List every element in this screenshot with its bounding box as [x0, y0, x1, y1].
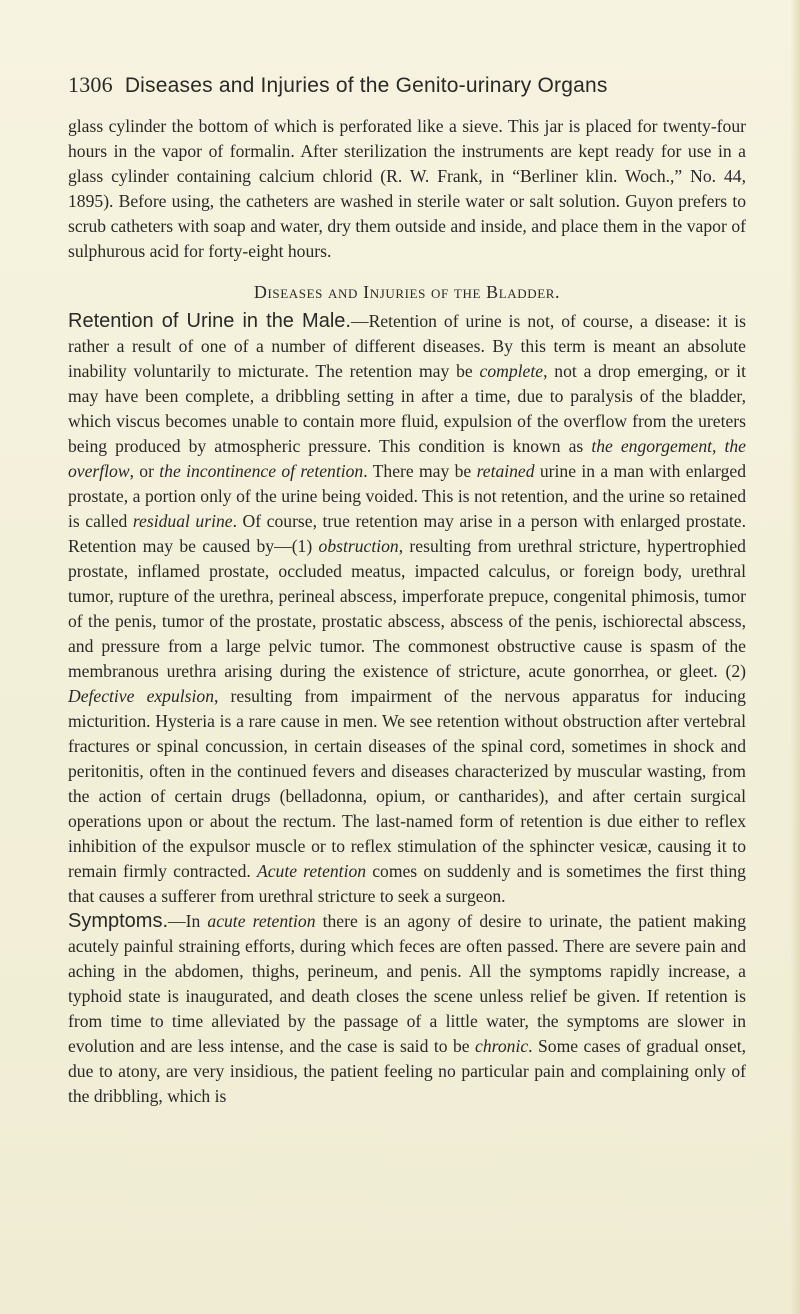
text-run: —Retention of urine is not, of course, a disease: it is rather a result of one of a number of different diseases. By this term is meant an absolute inability voluntarily to micturate. The retention may be: [68, 311, 746, 381]
italic-run: Acute retention: [256, 861, 367, 881]
text-run: , resulting from impairment of the nervous apparatus for inducing micturition. Hysteria is a rare cause in men. We see retention without obstruction after vertebral fractures or spinal concussion, in certain diseases of the spinal cord, sometimes in shock and peritonitis, often in the continued fevers and diseases characterized by muscular wasting, from the action of certain drugs (belladonna, opium, or cantharides), and after certain surgical operations upon or about the rectum. The last-named form of retention is due either to reflex inhibition of the expulsor muscle or to reflex stimulation of the sphincter vesicæ, causing it to remain firmly contracted.: [68, 686, 746, 881]
text-run: , or: [129, 461, 160, 481]
italic-run: obstruction: [318, 536, 399, 556]
italic-run: residual urine: [132, 511, 233, 531]
italic-run: acute retention: [207, 911, 316, 931]
italic-run: Defective expulsion: [68, 686, 214, 706]
page-number: 1306: [68, 72, 113, 97]
page-edge-shadow: [790, 0, 800, 1314]
symptoms-paragraph: [68, 909, 746, 1109]
text-run: —In: [168, 911, 208, 931]
section-heading: Diseases and Injuries of the Bladder.: [253, 282, 561, 302]
italic-run: chronic: [475, 1036, 529, 1056]
text-run: , not a drop emerging, or it may have been complete, a dribbling setting in after a time, due to paralysis of the bladder, which viscus becomes unable to contain more fluid, expulsion of the overflow from the ureters being produced by atmospheric pressure. This condition is known as: [68, 361, 746, 456]
italic-run: the incontinence of retention: [159, 461, 364, 481]
text-run: . Of course, true retention may arise in a person with enlarged prostate. Retention may be caused by—(1): [68, 511, 746, 556]
text-run: . Some cases of gradual onset, due to atony, are very insidious, the patient feeling no particular pain and complaining only of the dribbling, which is: [68, 1036, 746, 1106]
text-run: comes on suddenly and is sometimes the first thing that causes a sufferer from urethral stricture to seek a surgeon.: [68, 861, 746, 906]
text-run: . There may be: [363, 461, 477, 481]
body-text: [68, 114, 746, 1109]
retention-heading: Retention of Urine in the Male.: [68, 310, 351, 332]
text-run: there is an agony of desire to urinate, the patient making acutely painful straining efforts, during which feces are often passed. There are severe pain and aching in the abdomen, thighs, perineum, and penis. All the symptoms rapidly increase, a typhoid state is inaugurated, and death closes the scene unless relief be given. If retention is from time to time alleviated by the passage of a little water, the symptoms are slower in evolution and are less intense, and the case is said to be: [68, 911, 746, 1056]
intro-paragraph: glass cylinder the bottom of which is perforated like a sieve. This jar is placed for twenty-four hours in the vapor of formalin. After sterilization the instruments are kept ready for use in a glass cylinder containing calcium chlorid (R. W. Frank, in “Berliner klin. Woch.,” No. 44, 1895). Before using, the catheters are washed in sterile water or salt solution. Guyon prefers to scrub catheters with soap and water, dry them outside and inside, and place them in the vapor of sulphurous acid for forty-eight hours.: [68, 116, 746, 261]
retention-paragraph: [68, 309, 746, 909]
text-run: urine in a man with enlarged prostate, a portion only of the urine being voided. This is not retention, and the urine so retained is called: [68, 461, 746, 531]
symptoms-heading: Symptoms.: [68, 910, 169, 932]
italic-run: the engorgement, the overflow: [68, 436, 746, 481]
italic-run: retained: [476, 461, 535, 481]
text-run: , resulting from urethral stricture, hypertrophied prostate, inflamed prostate, occluded meatus, impacted calculus, or foreign body, urethral tumor, rupture of the urethra, perineal abscess, imperforate prepuce, congenital phimosis, tumor of the penis, tumor of the prostate, prostatic abscess, abscess of the penis, ischiorectal abscess, and pressure from a large pelvic tumor. The commonest obstructive cause is spasm of the membranous urethra arising during the existence of stricture, acute gonorrhea, or gleet. (2): [68, 536, 746, 681]
running-head: [68, 72, 748, 98]
running-title: Diseases and Injuries of the Genito-urinary Organs: [124, 74, 608, 97]
italic-run: complete: [479, 361, 544, 381]
